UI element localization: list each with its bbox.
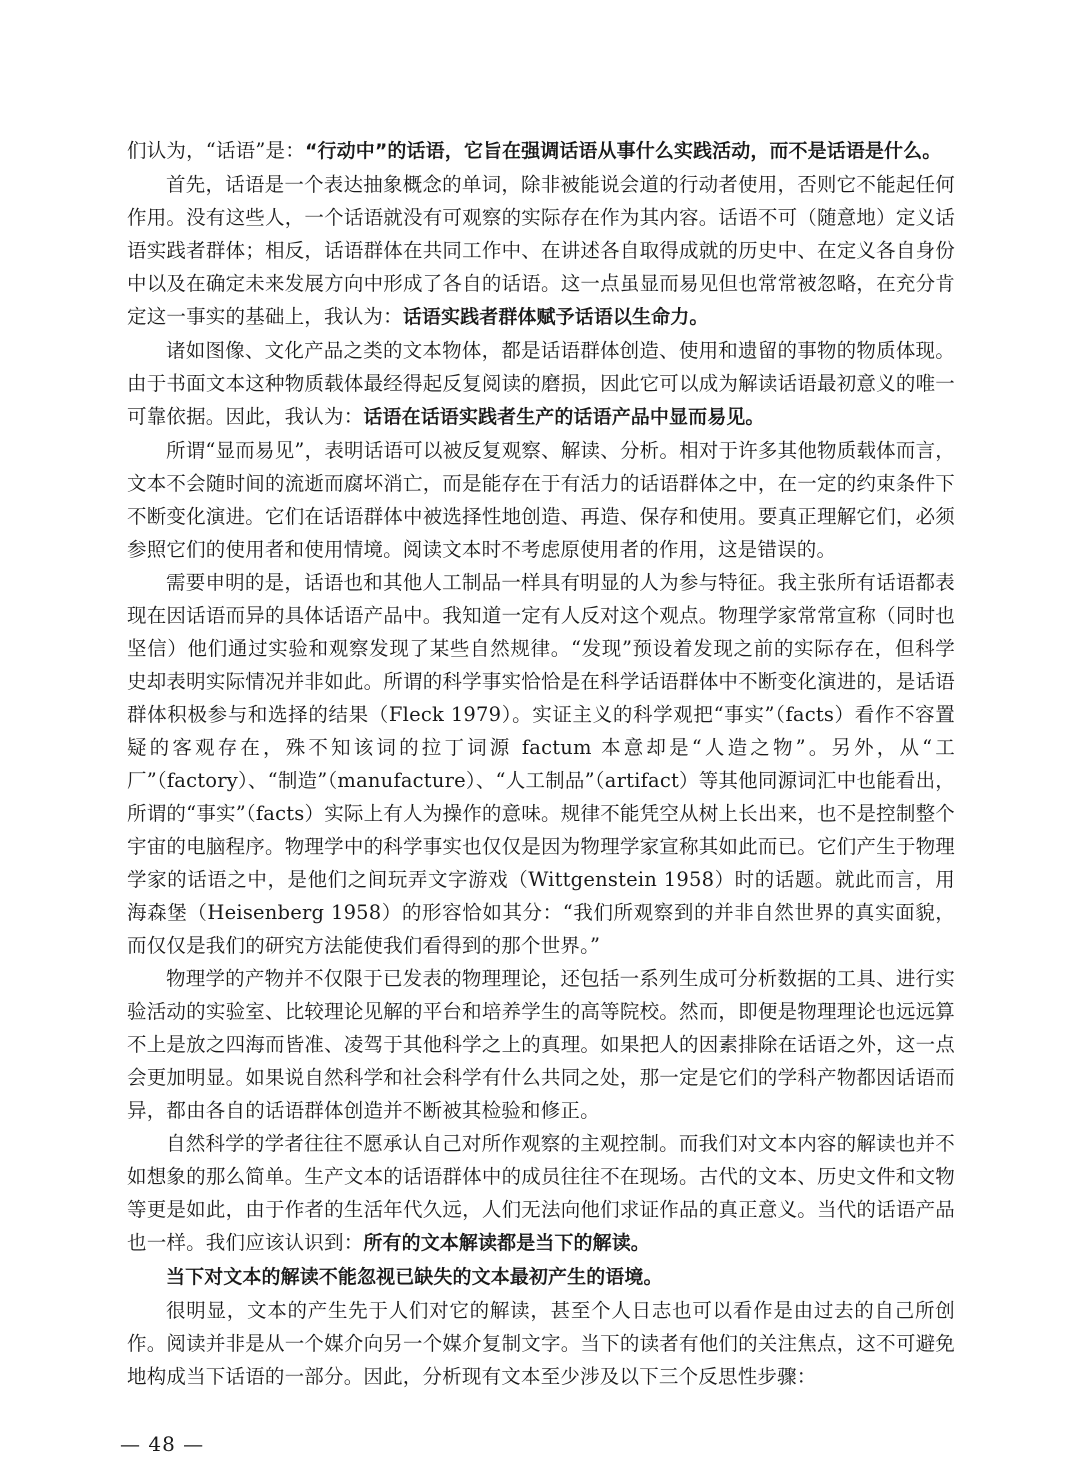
emphasized-text: 当下对文本的解读不能忽视已缺失的文本最初产生的语境。	[166, 1266, 663, 1288]
text-segment: 需要申明的是，话语也和其他人工制品一样具有明显的人为参与特征。我主张所有话语都表现在因话语而异的具体话语产品中。我知道一定有人反对这个观点。物理学家常常宣称（同时也坚信）他们通过实验和观察发现了某些自然规律。“发现”预设着发现之前的实际存在，但科学史却表明实际情况并非如此。所谓的科学事实恰恰是在科学话语群体中不断变化演进的，是话语群体积极参与和选择的结果（Fleck 1979）。实证主义的科学观把“事实”（facts）看作不容置疑的客观存在，殊不知该词的拉丁词源 factum 本意却是“人造之物”。另外，从“工厂”（factory）、“制造”（manufacture）、“人工制品”（artifact）等其他同源词汇中也能看出，所谓的“事实”（facts）实际上有人为操作的意味。规律不能凭空从树上长出来，也不是控制整个宇宙的电脑程序。物理学中的科学事实也仅仅是因为物理学家宣称其如此而已。它们产生于物理学家的话语之中，是他们之间玩弄文字游戏（Wittgenstein 1958）时的话题。就此而言，用海森堡（Heisenberg 1958）的形容恰如其分：“我们所观察到的并非自然世界的真实面貌，而仅仅是我们的研究方法能使我们看得到的那个世界。”	[127, 571, 955, 957]
emphasized-text: 所有的文本解读都是当下的解读。	[363, 1232, 650, 1254]
paragraph	[127, 134, 955, 168]
text-segment: 首先，话语是一个表达抽象概念的单词，除非被能说会道的行动者使用，否则它不能起任何作用。没有这些人，一个话语就没有可观察的实际存在作为其内容。话语不可（随意地）定义话语实践者群体；相反，话语群体在共同工作中、在讲述各自取得成就的历史中、在定义各自身份中以及在确定未来发展方向中形成了各自的话语。这一点虽显而易见但也常常被忽略，在充分肯定这一事实的基础上，我认为：	[127, 173, 955, 328]
emphasized-text: 话语实践者群体赋予话语以生命力。	[402, 306, 709, 328]
paragraph	[127, 434, 955, 566]
paragraph	[127, 168, 955, 334]
text-segment: 们认为，“话语”是：	[127, 139, 305, 162]
text-segment: 所谓“显而易见”，表明话语可以被反复观察、解读、分析。相对于许多其他物质载体而言，文本不会随时间的流逝而腐坏消亡，而是能存在于有活力的话语群体之中，在一定的约束条件下不断变化演进。它们在话语群体中被选择性地创造、再造、保存和使用。要真正理解它们，必须参照它们的使用者和使用情境。阅读文本时不考虑原使用者的作用，这是错误的。	[127, 439, 955, 561]
emphasized-text: “行动中”的话语，它旨在强调话语从事什么实践活动，而不是话语是什么。	[304, 140, 942, 162]
text-segment: 自然科学的学者往往不愿承认自己对所作观察的主观控制。而我们对文本内容的解读也并不如想象的那么简单。生产文本的话语群体中的成员往往不在现场。古代的文本、历史文件和文物等更是如此，由于作者的生活年代久远，人们无法向他们求证作品的真正意义。当代的话语产品也一样。我们应该认识到：	[127, 1132, 955, 1254]
text-segment: 诸如图像、文化产品之类的文本物体，都是话语群体创造、使用和遗留的事物的物质体现。由于书面文本这种物质载体最经得起反复阅读的磨损，因此它可以成为解读话语最初意义的唯一可靠依据。因此，我认为：	[127, 339, 955, 428]
page-number: — 48 —	[120, 1432, 205, 1456]
paragraph	[127, 1127, 955, 1260]
text-segment: 物理学的产物并不仅限于已发表的物理理论，还包括一系列生成可分析数据的工具、进行实验活动的实验室、比较理论见解的平台和培养学生的高等院校。然而，即便是物理理论也远远算不上是放之四海而皆准、凌驾于其他科学之上的真理。如果把人的因素排除在话语之外，这一点会更加明显。如果说自然科学和社会科学有什么共同之处，那一定是它们的学科产物都因话语而异，都由各自的话语群体创造并不断被其检验和修正。	[127, 967, 955, 1122]
page-body	[127, 134, 955, 1393]
paragraph	[127, 334, 955, 434]
emphasized-text: 话语在话语实践者生产的话语产品中显而易见。	[363, 406, 765, 428]
paragraph	[127, 962, 955, 1127]
paragraph	[127, 1260, 955, 1294]
text-segment: 很明显，文本的产生先于人们对它的解读，甚至个人日志也可以看作是由过去的自己所创作。阅读并非是从一个媒介向另一个媒介复制文字。当下的读者有他们的关注焦点，这不可避免地构成当下话语的一部分。因此，分析现有文本至少涉及以下三个反思性步骤：	[127, 1299, 955, 1388]
paragraph	[127, 1294, 955, 1393]
paragraph	[127, 566, 955, 962]
